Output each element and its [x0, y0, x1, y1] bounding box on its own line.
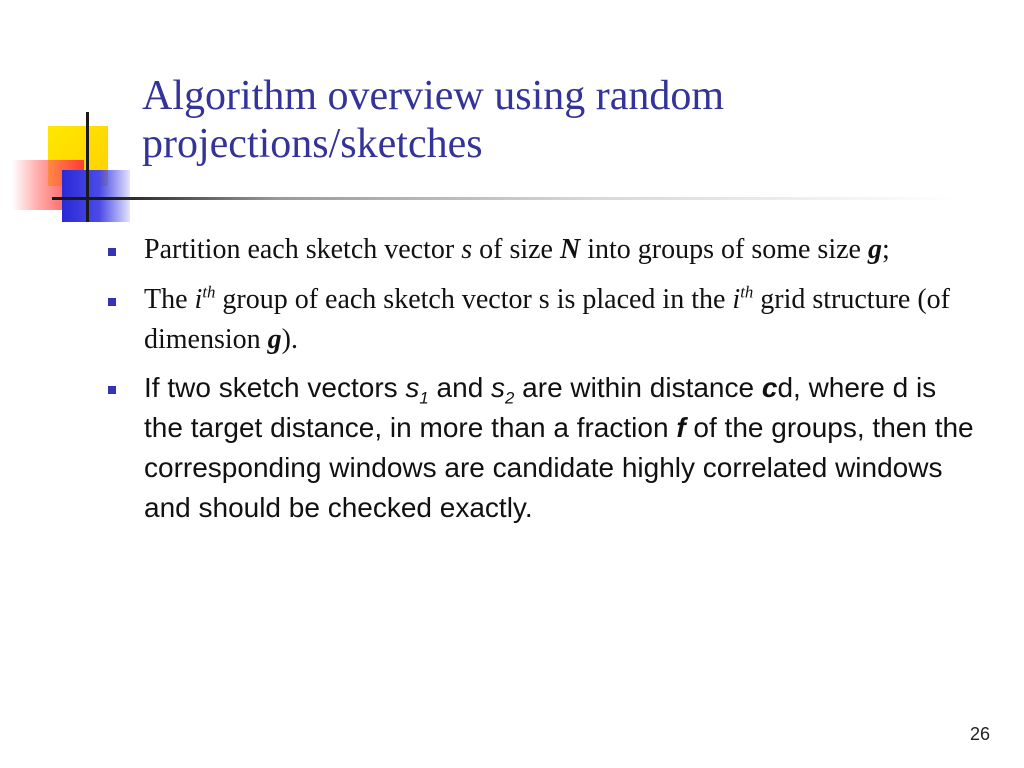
bullet-item-1	[102, 230, 982, 270]
bullet-2-var-i-2: i	[732, 284, 741, 315]
title-line-2: projections/sketches	[142, 121, 483, 167]
bullet-1-var-g: g	[867, 234, 882, 265]
bullet-1-text-a: Partition each sketch vector	[144, 234, 462, 265]
bullet-1-text-b: of size	[472, 234, 560, 265]
bullet-item-3	[102, 368, 982, 528]
blue-square-decoration	[62, 170, 130, 222]
bullet-3-var-f: f	[676, 412, 686, 443]
slide-title	[142, 72, 1002, 168]
bullet-item-2	[102, 280, 982, 360]
bullet-2-text-b: group of each sketch vector s is placed in the	[215, 284, 733, 315]
bullet-2-text-a: The	[144, 284, 195, 315]
bullet-square-icon	[108, 298, 116, 306]
bullet-2-text-d: ).	[281, 324, 298, 355]
bullet-3-sub-1: 1	[419, 388, 429, 408]
bullet-2-sup-th-2: th	[740, 282, 754, 302]
bullet-3-sub-2: 2	[505, 388, 515, 408]
bullet-3-text-d: d, where d is the target distance, in more than a fraction	[144, 372, 937, 443]
bullet-1-var-s: s	[461, 234, 473, 265]
bullet-3-var-s1: s	[405, 372, 420, 403]
bullet-3-text-a: If two sketch vectors	[144, 372, 406, 403]
bullet-3-var-s2: s	[491, 372, 506, 403]
title-line-1: Algorithm overview using random	[142, 73, 725, 119]
bullet-square-icon	[108, 248, 116, 256]
bullet-3-var-c: c	[761, 372, 778, 403]
title-underline	[52, 197, 960, 200]
bullet-2-sup-th-1: th	[202, 282, 216, 302]
bullet-1-text-c: into groups of some size	[580, 234, 868, 265]
slide-logo-decoration	[0, 0, 160, 240]
bullet-square-icon	[108, 386, 116, 394]
vertical-line-decoration	[86, 112, 89, 222]
bullet-list	[102, 230, 982, 528]
bullet-2-text-c: grid structure (of dimension	[144, 284, 950, 355]
bullet-3-text-e: of the groups, then the corresponding windows are candidate highly correlated windows and should be checked exactly.	[144, 412, 974, 523]
bullet-3-text-b: and	[428, 372, 492, 403]
bullet-2-var-i-1: i	[194, 284, 203, 315]
page-number: 26	[969, 724, 990, 744]
bullet-3-text-c: are within distance	[514, 372, 762, 403]
bullet-2-var-g: g	[267, 324, 282, 355]
bullet-1-text-d: ;	[881, 234, 890, 265]
bullet-1-var-N: N	[559, 234, 581, 265]
